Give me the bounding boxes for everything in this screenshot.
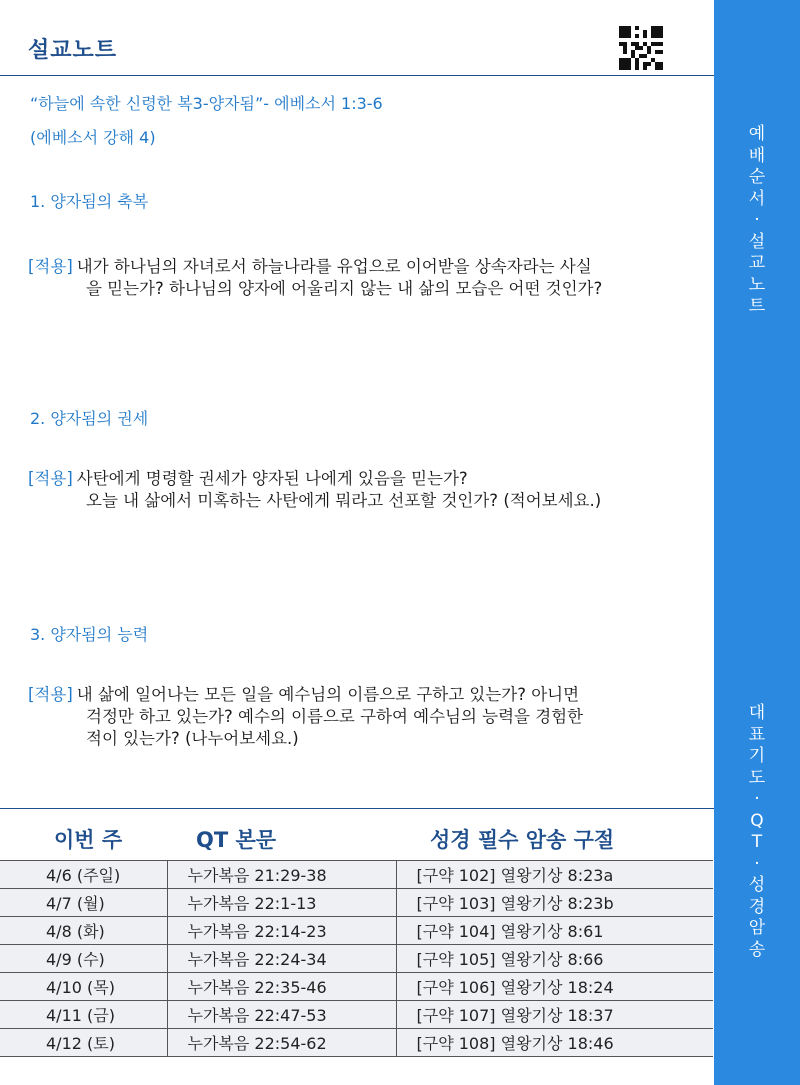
apply-tag: [적용] bbox=[28, 469, 73, 488]
schedule-table bbox=[0, 860, 713, 1057]
qt-cell: 누가복음 22:54-62 bbox=[167, 1029, 396, 1057]
verse-cell: [구약 102] 열왕기상 8:23a bbox=[396, 861, 713, 889]
side-tab-char: Q bbox=[750, 810, 764, 831]
side-tab-char: 경 bbox=[748, 896, 766, 917]
side-tab-char: 대 bbox=[748, 703, 766, 723]
point-2-heading: 2. 양자됨의 권세 bbox=[30, 409, 149, 428]
table-row bbox=[0, 1001, 713, 1029]
apply-tag: [적용] bbox=[28, 257, 73, 276]
page-title: 설교노트 bbox=[28, 38, 118, 63]
apply-line: 내가 하나님의 자녀로서 하늘나라를 유업으로 이어받을 상속자라는 사실 bbox=[76, 257, 592, 276]
verse-cell: [구약 103] 열왕기상 8:23b bbox=[396, 889, 713, 917]
date-cell: 4/11 (금) bbox=[0, 1001, 167, 1029]
qt-cell: 누가복음 22:47-53 bbox=[167, 1001, 396, 1029]
apply-line: 을 믿는가? 하나님의 양자에 어울리지 않는 내 삶의 모습은 어떤 것인가? bbox=[86, 279, 603, 298]
side-tab-bar bbox=[714, 0, 800, 1085]
side-tab-prayer-qt-memory[interactable] bbox=[714, 703, 800, 961]
side-tab-char: 배 bbox=[748, 145, 766, 166]
point-2-application bbox=[28, 468, 601, 512]
qr-code-icon bbox=[619, 26, 663, 70]
verse-cell: [구약 104] 열왕기상 8:61 bbox=[396, 917, 713, 945]
table-row bbox=[0, 861, 713, 889]
table-row bbox=[0, 889, 713, 917]
side-tab-char: 암 bbox=[748, 918, 766, 938]
side-tab-char: 도 bbox=[748, 767, 766, 788]
side-tab-char: 송 bbox=[748, 939, 766, 960]
verse-cell: [구약 108] 열왕기상 18:46 bbox=[396, 1029, 713, 1057]
table-row bbox=[0, 1029, 713, 1057]
side-tab-separator: · bbox=[754, 789, 760, 809]
table-row bbox=[0, 973, 713, 1001]
verse-cell: [구약 105] 열왕기상 8:66 bbox=[396, 945, 713, 973]
table-row bbox=[0, 917, 713, 945]
apply-line: 오늘 내 삶에서 미혹하는 사탄에게 뭐라고 선포할 것인가? (적어보세요.) bbox=[86, 491, 602, 510]
side-tab-char: T bbox=[751, 832, 763, 852]
date-cell: 4/12 (토) bbox=[0, 1029, 167, 1057]
apply-line: 적이 있는가? (나누어보세요.) bbox=[86, 729, 299, 748]
side-tab-char: 순 bbox=[748, 167, 766, 187]
date-cell: 4/7 (월) bbox=[0, 889, 167, 917]
side-tab-char: 표 bbox=[748, 724, 766, 745]
apply-line: 걱정만 하고 있는가? 예수의 이름으로 구하여 예수님의 능력을 경험한 bbox=[86, 707, 584, 726]
side-tab-char: 교 bbox=[748, 253, 766, 273]
point-1-application bbox=[28, 256, 602, 300]
side-tab-char: 예 bbox=[748, 124, 766, 144]
qt-cell: 누가복음 22:24-34 bbox=[167, 945, 396, 973]
schedule-header-memory-verse: 성경 필수 암송 구절 bbox=[430, 828, 615, 852]
header-divider bbox=[0, 75, 714, 76]
apply-line: 내 삶에 일어나는 모든 일을 예수님의 이름으로 구하고 있는가? 아니면 bbox=[76, 685, 580, 704]
side-tab-separator: · bbox=[754, 210, 760, 230]
side-tab-char: 트 bbox=[748, 296, 766, 316]
side-tab-char: 서 bbox=[748, 188, 766, 209]
date-cell: 4/8 (화) bbox=[0, 917, 167, 945]
date-cell: 4/6 (주일) bbox=[0, 861, 167, 889]
point-3-application bbox=[28, 684, 583, 750]
apply-tag: [적용] bbox=[28, 685, 73, 704]
sermon-subtitle: (에베소서 강해 4) bbox=[30, 128, 156, 147]
verse-cell: [구약 107] 열왕기상 18:37 bbox=[396, 1001, 713, 1029]
date-cell: 4/10 (목) bbox=[0, 973, 167, 1001]
point-1-heading: 1. 양자됨의 축복 bbox=[30, 192, 149, 211]
qt-cell: 누가복음 22:35-46 bbox=[167, 973, 396, 1001]
apply-line: 사탄에게 명령할 권세가 양자된 나에게 있음을 믿는가? bbox=[76, 469, 468, 488]
point-3-heading: 3. 양자됨의 능력 bbox=[30, 625, 149, 644]
qt-cell: 누가복음 21:29-38 bbox=[167, 861, 396, 889]
schedule-header-week: 이번 주 bbox=[54, 828, 123, 852]
table-row bbox=[0, 945, 713, 973]
side-tab-char: 성 bbox=[748, 875, 766, 895]
side-tab-separator: · bbox=[754, 853, 760, 874]
schedule-divider bbox=[0, 808, 714, 809]
side-tab-worship-order[interactable] bbox=[714, 124, 800, 318]
side-tab-char: 노 bbox=[748, 274, 766, 295]
side-tab-char: 기 bbox=[748, 746, 766, 766]
sermon-title: “하늘에 속한 신령한 복3-양자됨”- 에베소서 1:3-6 bbox=[30, 94, 383, 113]
side-tab-char: 설 bbox=[748, 231, 766, 252]
qt-cell: 누가복음 22:1-13 bbox=[167, 889, 396, 917]
qt-cell: 누가복음 22:14-23 bbox=[167, 917, 396, 945]
verse-cell: [구약 106] 열왕기상 18:24 bbox=[396, 973, 713, 1001]
date-cell: 4/9 (수) bbox=[0, 945, 167, 973]
schedule-header-qt: QT 본문 bbox=[196, 828, 277, 852]
